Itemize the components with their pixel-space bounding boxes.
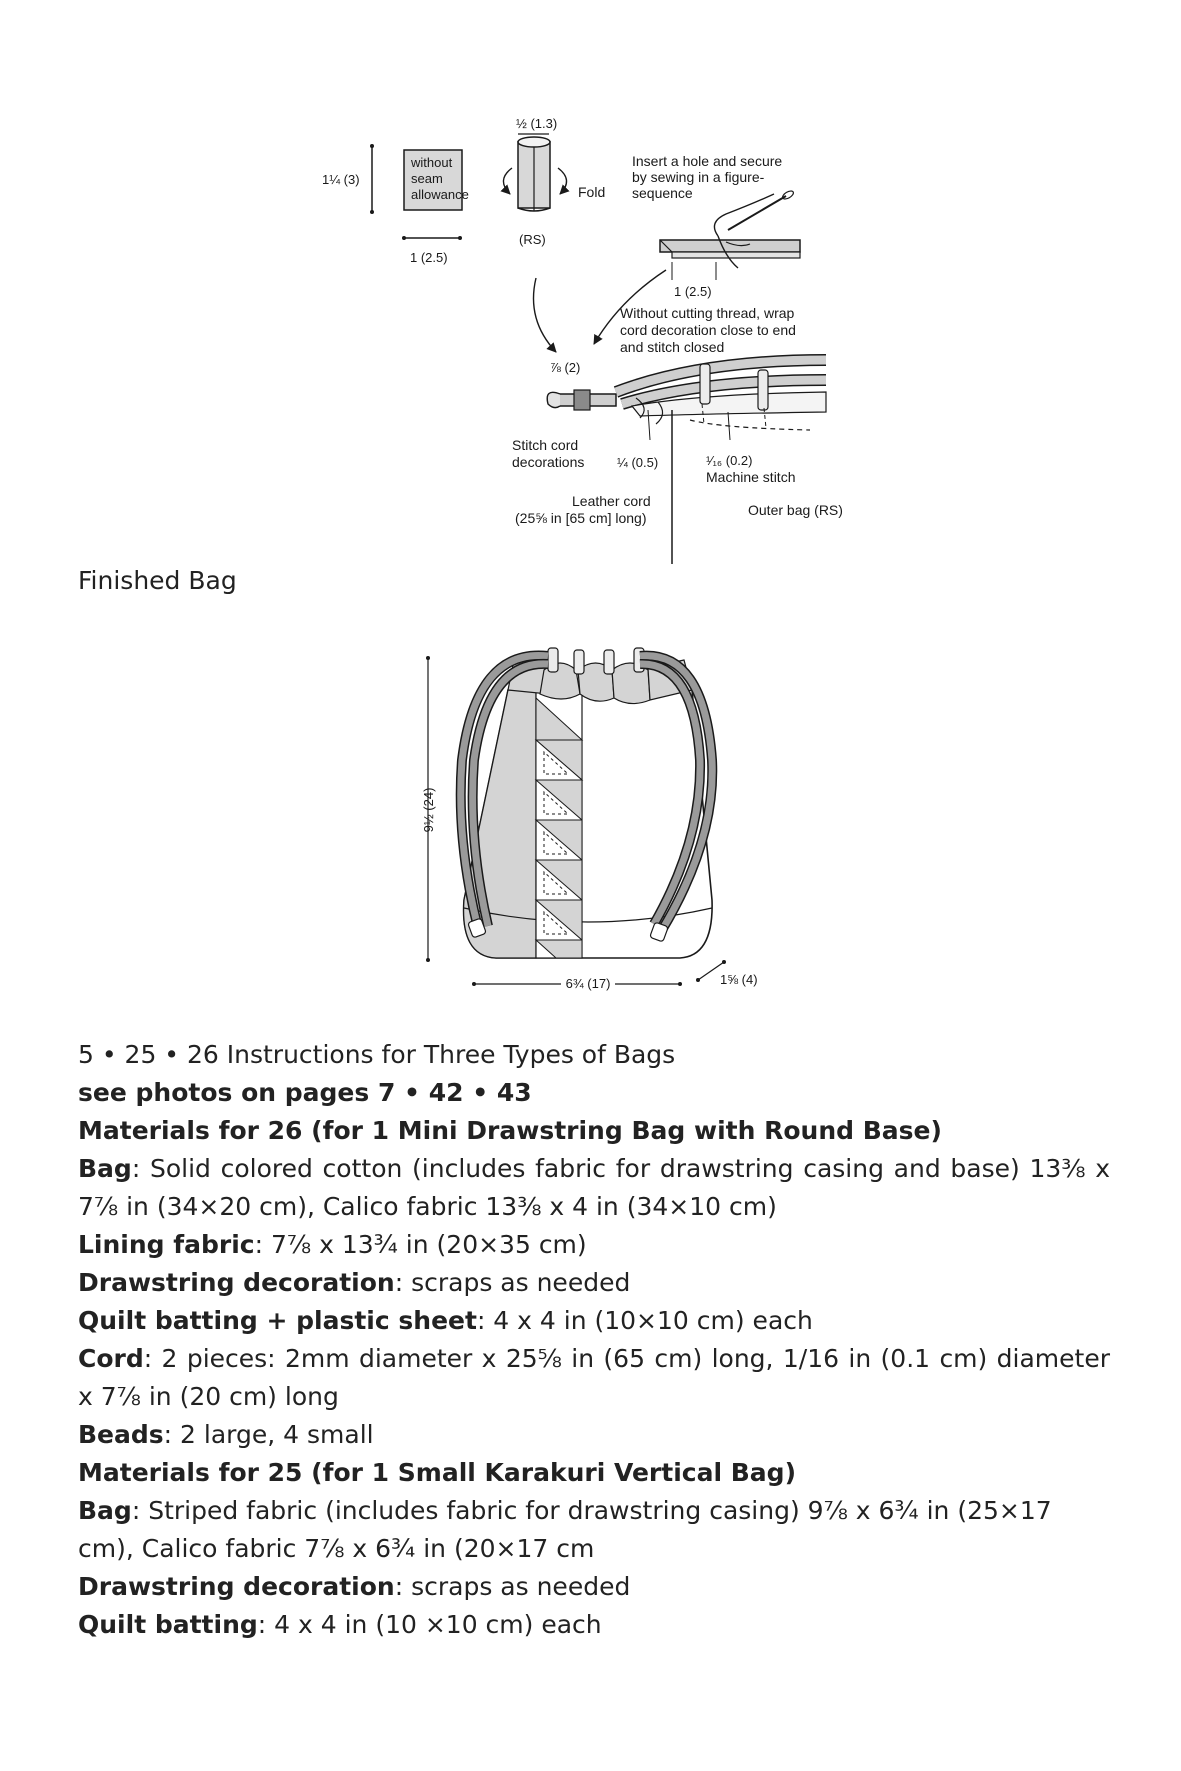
seven-eighths-label: ⅞ (2): [550, 360, 581, 375]
leather-cord-line1: Leather cord: [572, 493, 651, 509]
drawstring-25-item: [78, 1568, 1110, 1606]
bag-25-label: Bag: [78, 1496, 132, 1525]
leather-cord-line2: (25⅝ in [65 cm] long): [515, 510, 647, 526]
height-dimension-label: 1¼ (3): [322, 172, 360, 187]
wrap-note-line3: and stitch closed: [620, 339, 725, 355]
drawstring-25-label: Drawstring decoration: [78, 1572, 395, 1601]
cord-assembly: [547, 360, 826, 430]
stitch-note-line2: decorations: [512, 454, 585, 470]
insert-note-line2: by sewing in a figure-: [632, 169, 765, 185]
instructions-heading: 5 • 25 • 26 Instructions for Three Types of Bags: [78, 1040, 676, 1069]
materials-25-title: Materials for 25 (for 1 Small Karakuri Vertical Bag): [78, 1458, 796, 1487]
cord-item: [78, 1340, 1110, 1416]
beads-text: : 2 large, 4 small: [163, 1420, 374, 1449]
cord-decoration-diagram: [0, 0, 1181, 580]
bag-25-item: [78, 1492, 1110, 1568]
bag-width-label: 6¾ (17): [565, 976, 611, 991]
bag-26-item: [78, 1150, 1110, 1226]
sixteenth-inch-label: ¹⁄₁₆ (0.2): [706, 453, 753, 468]
wrap-note-line2: cord decoration close to end: [620, 322, 796, 338]
beads-item: [78, 1416, 1110, 1454]
bag-body: [464, 690, 713, 958]
materials-text: [78, 1036, 1110, 1644]
quilt-26-text: : 4 x 4 in (10×10 cm) each: [476, 1306, 813, 1335]
wrap-note-line1: Without cutting thread, wrap: [620, 305, 795, 321]
insert-note-line1: Insert a hole and secure: [632, 153, 783, 169]
width-dimension-label: 1 (2.5): [410, 250, 448, 265]
drawstring-26-label: Drawstring decoration: [78, 1268, 395, 1297]
see-photos-note: see photos on pages 7 • 42 • 43: [78, 1078, 532, 1107]
drawstring-26-item: [78, 1264, 1110, 1302]
cord-label: Cord: [78, 1344, 144, 1373]
cord-with-needle: [660, 189, 800, 268]
drawstring-26-text: : scraps as needed: [394, 1268, 631, 1297]
folded-cylinder: [518, 137, 550, 211]
lining-text: : 7⅞ x 13¾ in (20×35 cm): [254, 1230, 587, 1259]
machine-stitch-label: Machine stitch: [706, 469, 796, 485]
quilt-25-label: Quilt batting: [78, 1610, 258, 1639]
box-label-line3: allowance: [411, 187, 469, 202]
fold-label: Fold: [578, 184, 606, 200]
beads-label: Beads: [78, 1420, 164, 1449]
bag-depth-label: 1⅝ (4): [720, 972, 758, 987]
insert-note-line3: sequence: [632, 185, 693, 201]
quilt-26-label: Quilt batting + plastic sheet: [78, 1306, 477, 1335]
bag-26-text: : Solid colored cotton (includes fabric for drawstring casing and base) 13⅜ x 7⅞ in (34×20 cm), Calico fabric 13⅜ x 4 in (34×10 cm): [78, 1154, 1110, 1221]
bag-25-text: : Striped fabric (includes fabric for drawstring casing) 9⅞ x 6¾ in (25×17 cm), Calico fabric 7⅞ x 6¾ in (20×17 cm: [78, 1496, 1052, 1563]
quilt-25-text: : 4 x 4 in (10 ×10 cm) each: [257, 1610, 602, 1639]
cord-text: : 2 pieces: 2mm diameter x 25⅝ in (65 cm) long, 1/16 in (0.1 cm) diameter x 7⅞ in (20 cm) long: [78, 1344, 1110, 1411]
half-dimension-label: ½ (1.3): [516, 116, 558, 131]
box-label-line1: without: [411, 155, 453, 170]
finished-bag-diagram: [0, 620, 1181, 1000]
bag-height-label: 9½ (24): [421, 787, 436, 833]
lining-label: Lining fabric: [78, 1230, 255, 1259]
one-inch-label: 1 (2.5): [674, 284, 712, 299]
finished-bag-label: Finished Bag: [78, 566, 237, 595]
materials-26-title: Materials for 26 (for 1 Mini Drawstring Bag with Round Base): [78, 1116, 942, 1145]
quilt-26-item: [78, 1302, 1110, 1340]
rs-label: (RS): [519, 232, 546, 247]
lining-item: [78, 1226, 1110, 1264]
bag-26-label: Bag: [78, 1154, 132, 1183]
quarter-inch-label: ¼ (0.5): [617, 455, 659, 470]
quilt-25-item: [78, 1606, 1110, 1644]
box-label-line2: seam: [411, 171, 443, 186]
drawstring-25-text: : scraps as needed: [394, 1572, 631, 1601]
stitch-note-line1: Stitch cord: [512, 437, 579, 453]
outer-bag-label: Outer bag (RS): [748, 502, 843, 518]
